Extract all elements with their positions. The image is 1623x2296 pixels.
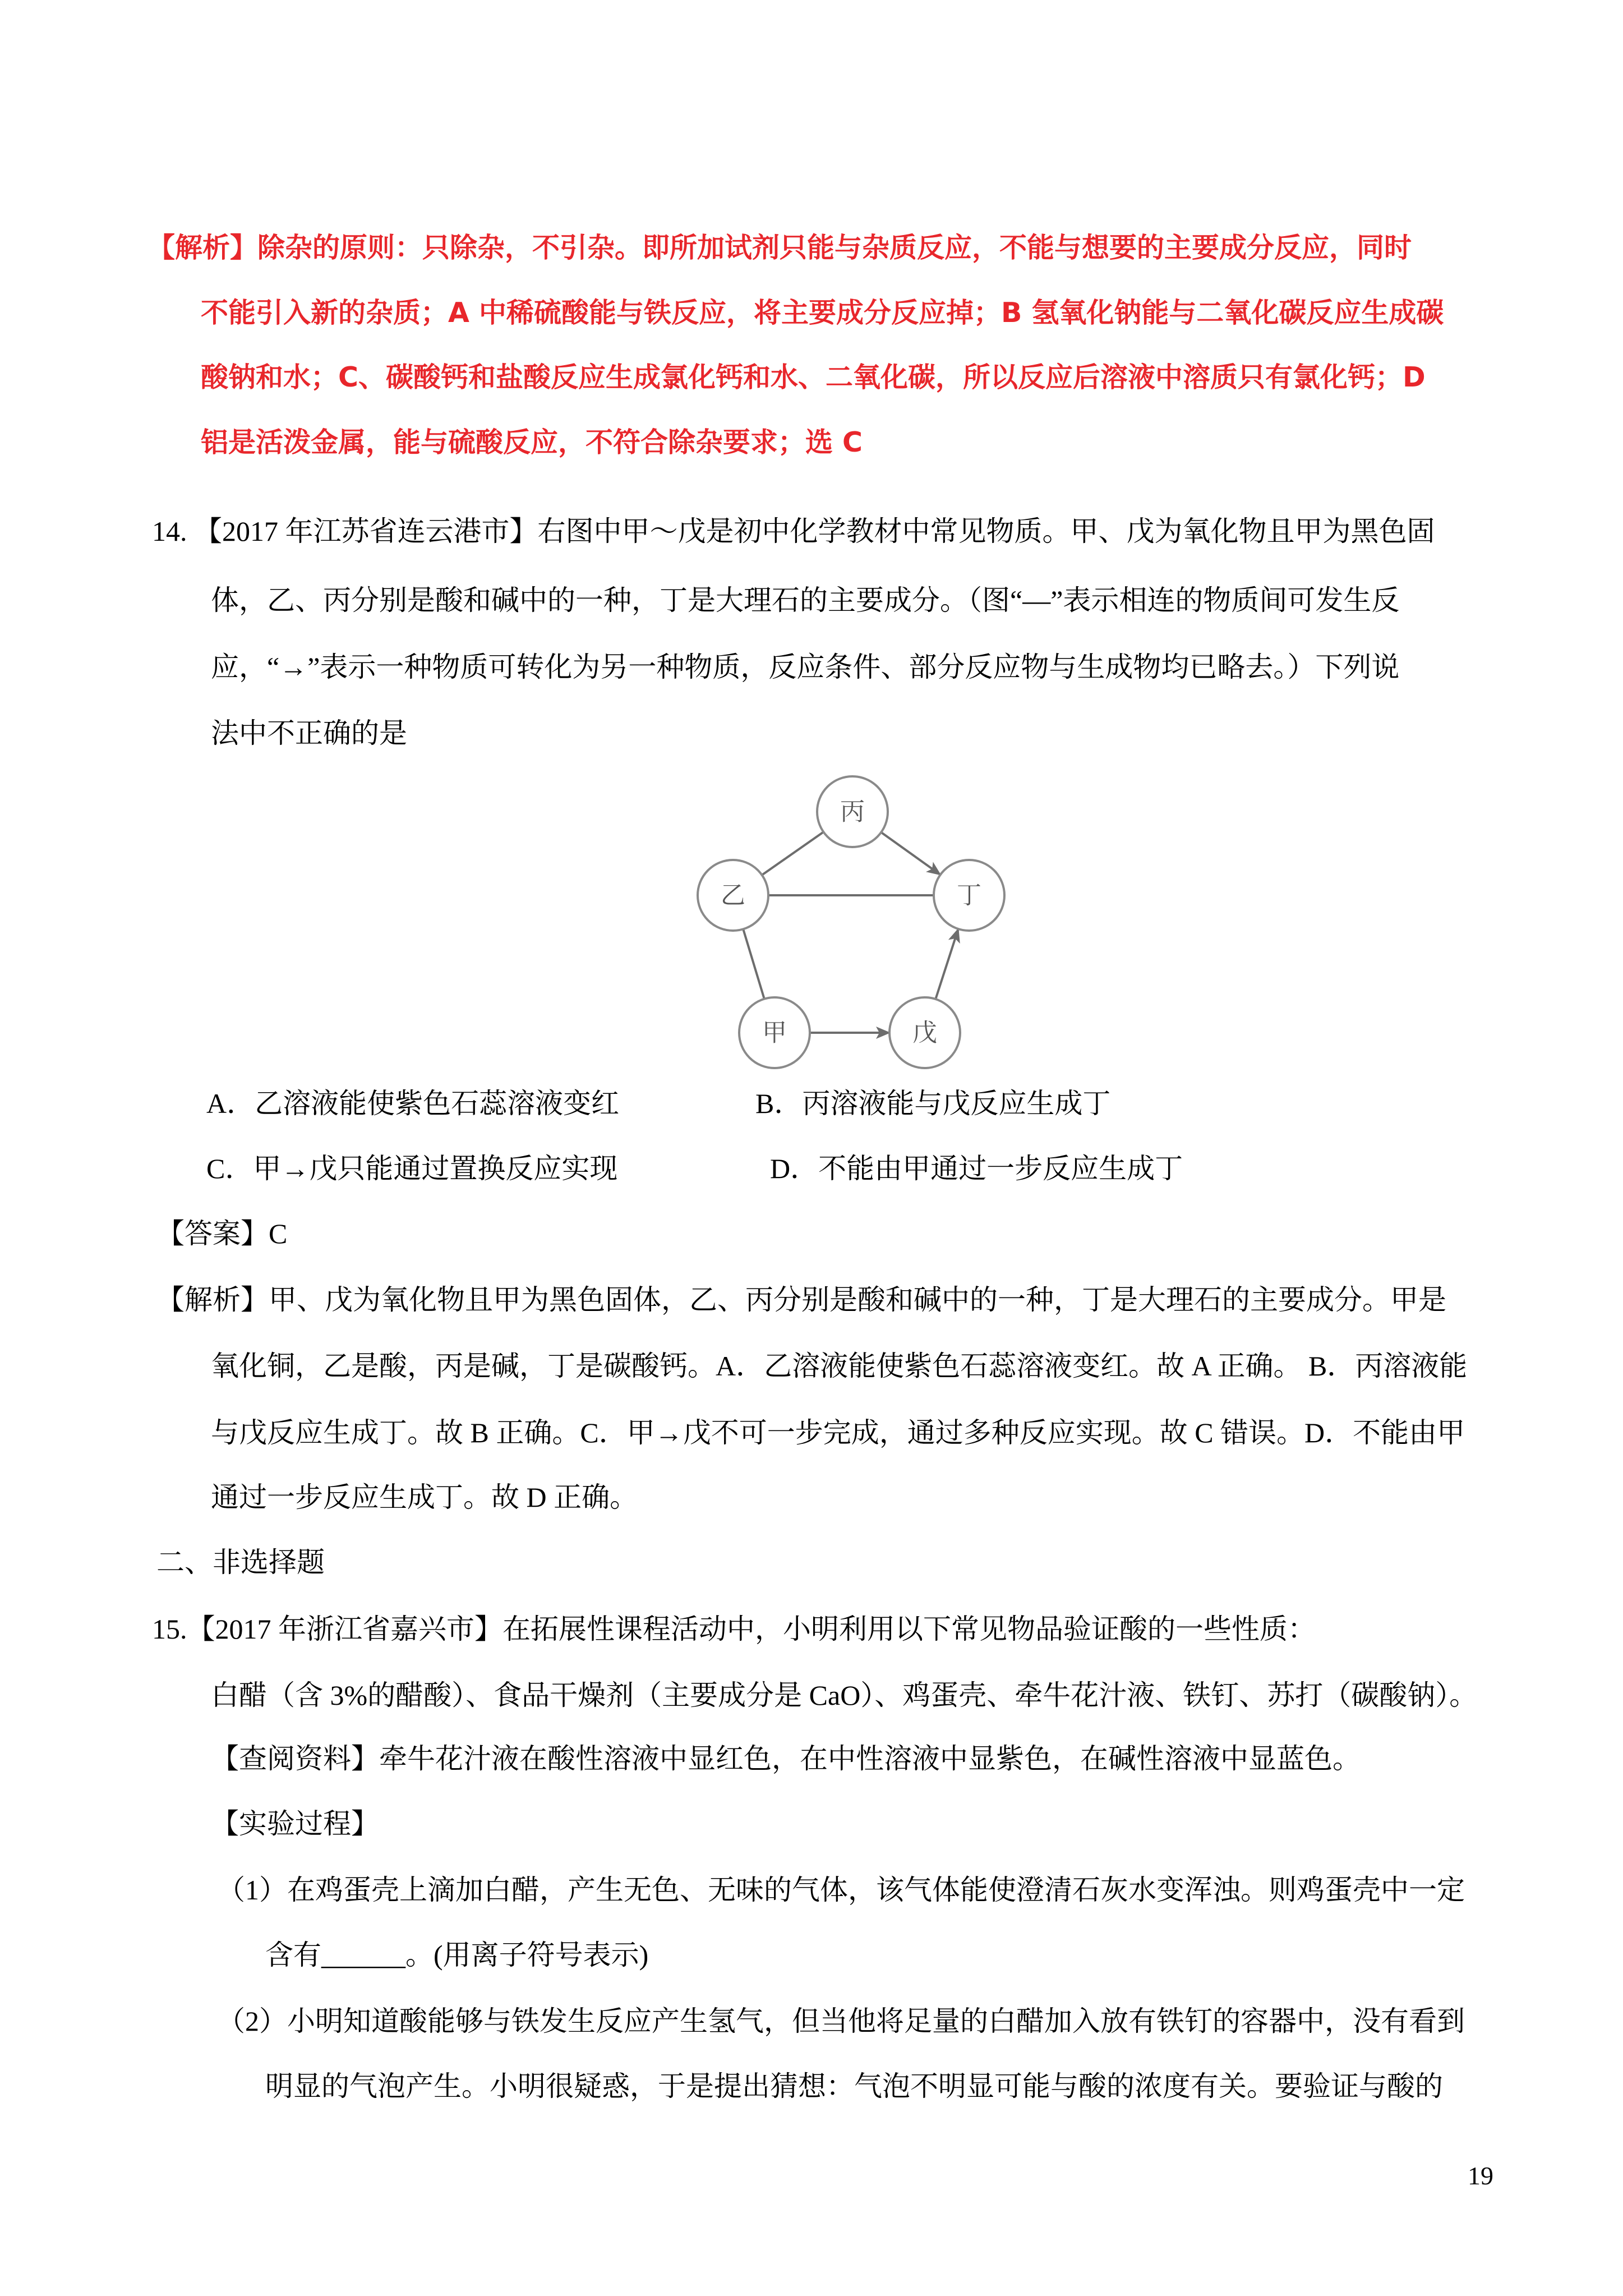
q14-analysis-line-4: 通过一步反应生成丁。故 D 正确。	[211, 1481, 638, 1513]
q14-option-c: C．甲→戊只能通过置换反应实现	[206, 1153, 618, 1184]
q14-option-b: B．丙溶液能与戊反应生成丁	[755, 1088, 1111, 1119]
q15-part2-line-2: 明显的气泡产生。小明很疑惑，于是提出猜想：气泡不明显可能与酸的浓度有关。要验证与酸的	[265, 2070, 1443, 2102]
reaction-diagram	[693, 775, 1011, 1070]
node-ding-label: 丁	[957, 881, 981, 909]
q15-part1-line-2: 含有______。(用离子符号表示)	[265, 1939, 649, 1971]
q15-materials: 白醋（含 3%的醋酸）、食品干燥剂（主要成分是 CaO）、鸡蛋壳、牵牛花汁液、铁钉、苏打（碳酸钠）。	[211, 1680, 1478, 1711]
q14-option-d: D．不能由甲通过一步反应生成丁	[770, 1153, 1183, 1184]
section-heading: 二、非选择题	[156, 1547, 325, 1578]
analysis-13-line-1: 【解析】除杂的原则：只除杂，不引杂。即所加试剂只能与杂质反应，不能与想要的主要成分反应，同时	[147, 232, 1412, 264]
q14-stem-line-4: 法中不正确的是	[211, 717, 407, 749]
q14-option-a: A．乙溶液能使紫色石蕊溶液变红	[206, 1088, 620, 1119]
edge-wu-to-ding-arrow	[935, 929, 958, 999]
q15-process-heading: 【实验过程】	[211, 1808, 379, 1839]
analysis-13-line-4: 铝是活泼金属，能与硫酸反应，不符合除杂要求；选 C	[201, 426, 863, 458]
q14-analysis-line-2: 氧化铜，乙是酸，丙是碱，丁是碳酸钙。A．乙溶液能使紫色石蕊溶液变红。故 A 正确。 B．丙溶液能	[211, 1350, 1468, 1382]
edge-yi-bing	[762, 832, 824, 875]
node-ding	[934, 860, 1004, 931]
q14-stem-line-1: 14. 【2017 年江苏省连云港市】右图中甲～戊是初中化学教材中常见物质。甲、戊为氧化物且甲为黑色固	[152, 516, 1435, 547]
node-jia-label: 甲	[762, 1019, 787, 1047]
node-wu-label: 戊	[912, 1019, 937, 1047]
node-wu	[889, 997, 960, 1068]
q15-part1-line-1: （1）在鸡蛋壳上滴加白醋，产生无色、无味的气体，该气体能使澄清石灰水变浑浊。则鸡蛋壳中一定	[217, 1874, 1465, 1906]
q14-stem-line-3: 应，“→”表示一种物质可转化为另一种物质，反应条件、部分反应物与生成物均已略去。）下列说	[211, 651, 1400, 683]
node-bing	[817, 776, 888, 847]
analysis-13-line-2: 不能引入新的杂质；A 中稀硫酸能与铁反应，将主要成分反应掉；B 氢氧化钠能与二氧化碳反应生成碳	[201, 297, 1444, 329]
q14-analysis-line-1: 【解析】甲、戊为氧化物且甲为黑色固体，乙、丙分别是酸和碱中的一种，丁是大理石的主要成分。甲是	[156, 1284, 1446, 1315]
node-yi	[698, 860, 768, 931]
q14-answer: 【答案】C	[156, 1218, 288, 1249]
q15-stem: 15.【2017 年浙江省嘉兴市】在拓展性课程活动中，小明利用以下常见物品验证酸的一些性质：	[152, 1613, 1316, 1645]
edge-bing-to-ding-arrow	[881, 832, 940, 875]
edge-yi-jia	[743, 929, 764, 999]
analysis-13-line-3: 酸钠和水；C、碳酸钙和盐酸反应生成氯化钙和水、二氧化碳，所以反应后溶液中溶质只有氯化钙；D	[201, 361, 1426, 393]
node-jia	[739, 997, 810, 1068]
q14-analysis-line-3: 与戊反应生成丁。故 B 正确。C．甲→戊不可一步完成，通过多种反应实现。故 C 错误。D．不能由甲	[211, 1417, 1465, 1448]
q14-stem-line-2: 体，乙、丙分别是酸和碱中的一种，丁是大理石的主要成分。（图“—”表示相连的物质间可发生反	[211, 585, 1400, 616]
node-yi-label: 乙	[721, 881, 745, 909]
q15-part2-line-1: （2）小明知道酸能够与铁发生反应产生氢气，但当他将足量的白醋加入放有铁钉的容器中，没有看到	[217, 2005, 1465, 2037]
node-bing-label: 丙	[840, 798, 865, 826]
page-number: 19	[1468, 2161, 1493, 2190]
q15-reference: 【查阅资料】牵牛花汁液在酸性溶液中显红色，在中性溶液中显紫色，在碱性溶液中显蓝色。	[211, 1743, 1361, 1774]
